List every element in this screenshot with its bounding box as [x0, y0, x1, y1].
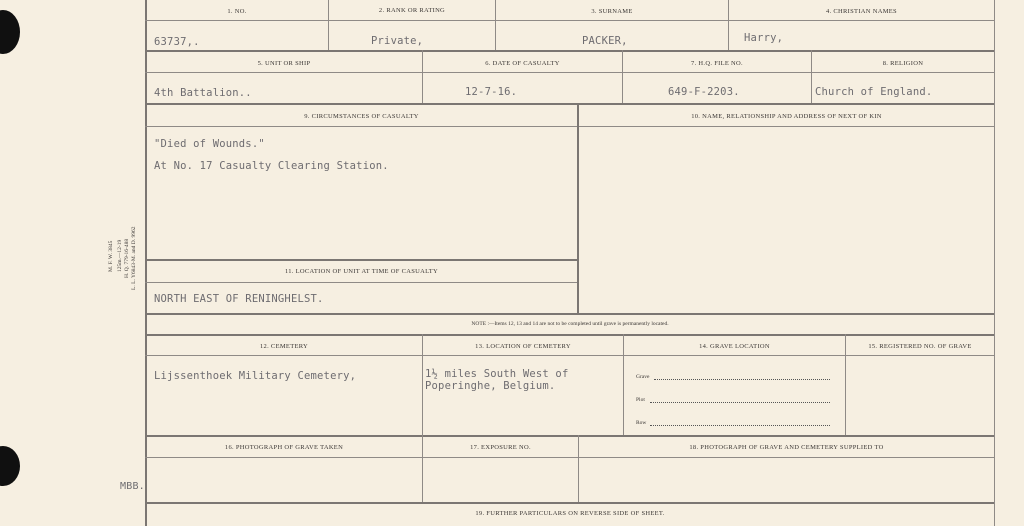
margin-print-info: 125m.—12-19: [117, 239, 123, 272]
header-christian-names: 4. CHRISTIAN NAMES: [826, 8, 897, 15]
header-surname: 3. SURNAME: [591, 8, 633, 15]
value-surname: PACKER,: [582, 35, 628, 47]
header-hq-file: 7. H.Q. FILE NO.: [691, 60, 743, 67]
row2-divider-b: [622, 50, 623, 103]
note-bottom-rule: [145, 334, 994, 336]
location-unit-header-rule: [145, 282, 577, 283]
value-unit: 4th Battalion..: [154, 87, 252, 99]
header-rank: 2. RANK OR RATING: [378, 7, 446, 14]
row4-header-rule: [145, 355, 994, 356]
value-location-cemetery-line2: Poperinghe, Belgium.: [425, 380, 556, 392]
header-grave-location: 14. GRAVE LOCATION: [699, 343, 770, 350]
value-location-cemetery-line1: 1½ miles South West of: [425, 368, 569, 380]
header-photo-grave: 16. PHOTOGRAPH OF GRAVE TAKEN: [224, 444, 344, 451]
row-field-line: [650, 425, 830, 426]
grave-field-label: Grave: [636, 374, 650, 380]
punch-hole-top: [0, 10, 20, 54]
value-rank: Private,: [371, 35, 424, 47]
value-cemetery: Lijssenthoek Military Cemetery,: [154, 370, 357, 382]
header-cemetery: 12. CEMETERY: [259, 343, 309, 350]
value-circumstances-line2: At No. 17 Casualty Clearing Station.: [154, 160, 389, 172]
row5-header-rule: [145, 457, 994, 458]
row4-bottom-rule: [145, 435, 994, 437]
margin-form-number: M. F. W. 3845: [108, 240, 114, 272]
margin-initials: MBB.: [120, 481, 145, 492]
header-unit: 5. UNIT OR SHIP: [257, 60, 311, 67]
row3-header-rule: [145, 126, 994, 127]
row-field-label: Row: [636, 420, 647, 426]
header-photo-supplied: 18. PHOTOGRAPH OF GRAVE AND CEMETERY SUPPLIED TO: [689, 444, 884, 451]
value-circumstances-line1: "Died of Wounds.": [154, 138, 265, 150]
right-border: [994, 0, 995, 526]
header-location-cemetery: 13. LOCATION OF CEMETERY: [475, 343, 571, 350]
circumstances-bottom-rule: [145, 259, 577, 261]
row3-bottom-rule: [145, 313, 994, 315]
punch-hole-bottom: [0, 446, 20, 486]
header-date: 6. DATE OF CASUALTY: [485, 60, 560, 67]
row1-bottom-rule: [145, 50, 994, 52]
value-date: 12-7-16.: [465, 86, 518, 98]
value-location-unit: NORTH EAST OF RENINGHELST.: [154, 293, 324, 305]
header-no: 1. NO.: [227, 8, 247, 15]
row1-header-rule: [145, 20, 994, 21]
header-location-unit: 11. LOCATION OF UNIT AT TIME OF CASUALTY: [284, 268, 439, 275]
header-further-particulars: 19. FURTHER PARTICULARS ON REVERSE SIDE OF SHEET.: [475, 510, 665, 517]
header-circumstances: 9. CIRCUMSTANCES OF CASUALTY: [304, 113, 419, 120]
plot-field-label: Plot: [636, 397, 645, 403]
row3-divider: [577, 103, 579, 313]
row2-header-rule: [145, 72, 994, 73]
row2-divider-a: [422, 50, 423, 103]
value-religion: Church of England.: [815, 86, 933, 98]
value-no: 63737,.: [154, 36, 200, 48]
grave-field-line: [654, 379, 830, 380]
header-next-of-kin: 10. NAME, RELATIONSHIP AND ADDRESS OF NEXT OF KIN: [691, 113, 882, 120]
header-registered: 15. REGISTERED NO. OF GRAVE: [868, 343, 972, 350]
row2-divider-c: [811, 50, 812, 103]
value-hq-file: 649-F-2203.: [668, 86, 740, 98]
header-religion: 8. RELIGION: [882, 60, 924, 67]
row5-bottom-rule: [145, 502, 994, 504]
note-text: NOTE :—Items 12, 13 and 14 are not to be completed until grave is permanently located.: [471, 321, 669, 327]
header-exposure: 17. EXPOSURE NO.: [470, 444, 531, 451]
margin-form-code: L. L. Y6843-M. and D. 9962: [131, 226, 137, 290]
margin-hq-code: H. Q. 779-16-488: [124, 238, 130, 278]
value-christian-names: Harry,: [744, 32, 784, 44]
row2-bottom-rule: [145, 103, 994, 105]
plot-field-line: [650, 402, 830, 403]
